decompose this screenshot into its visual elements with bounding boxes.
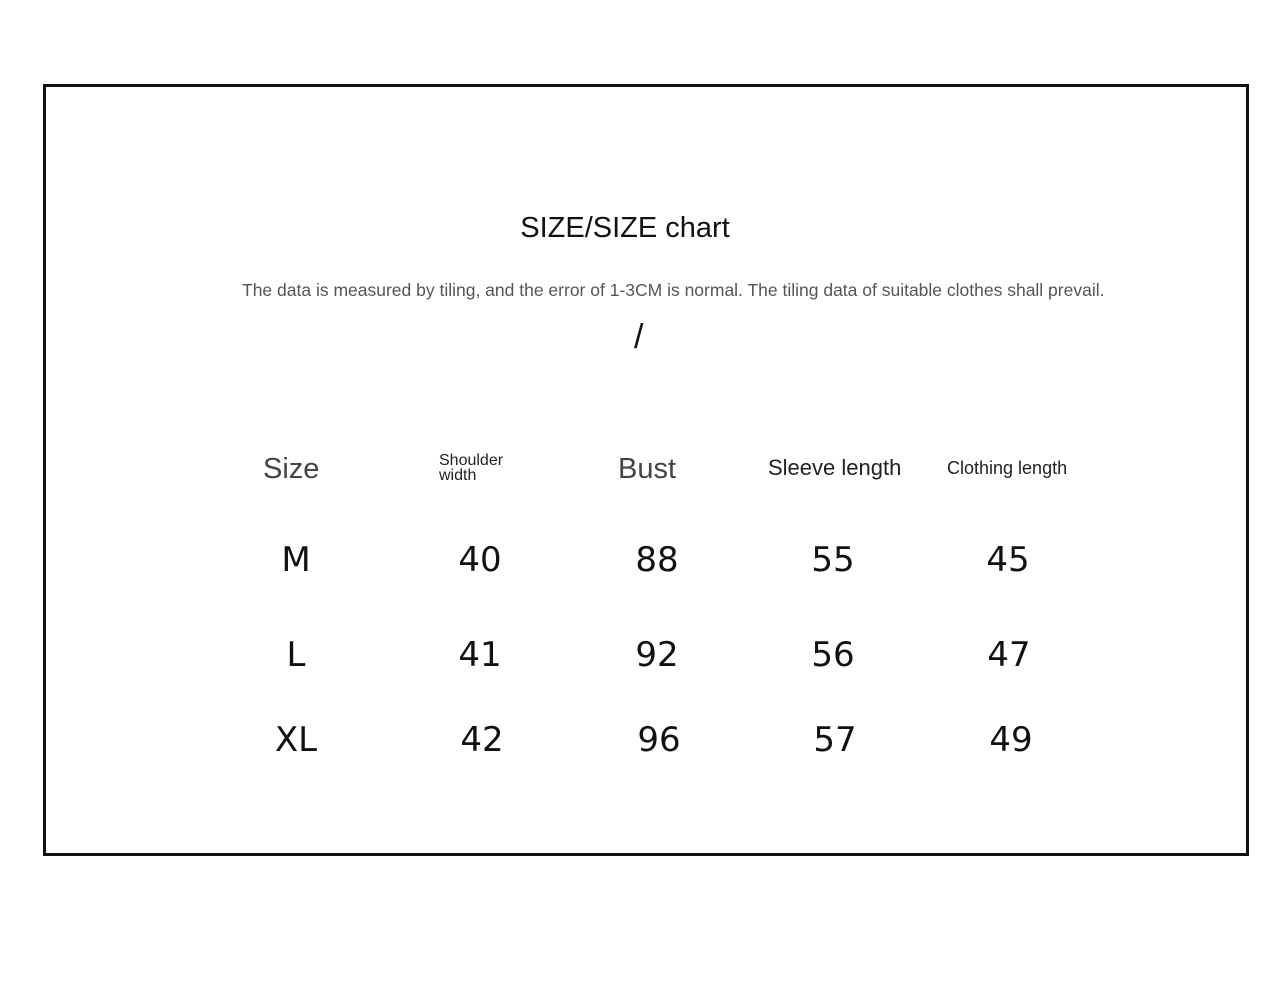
separator-slash: / <box>634 318 644 356</box>
header-size: Size <box>263 453 320 485</box>
header-bust: Bust <box>618 453 677 485</box>
header-clothing-length: Clothing length <box>947 458 1068 478</box>
table-cell-sleeve: 57 <box>813 720 857 760</box>
table-cell-bust: 96 <box>637 720 681 760</box>
chart-title: SIZE/SIZE chart <box>520 212 730 244</box>
table-cell-sleeve: 56 <box>811 635 855 675</box>
table-cell-sleeve: 55 <box>811 540 855 580</box>
table-cell-size: M <box>281 540 311 580</box>
table-cell-bust: 92 <box>635 635 679 675</box>
table-cell-clothing: 49 <box>989 720 1033 760</box>
header-sleeve-length: Sleeve length <box>768 455 902 480</box>
measurement-note: The data is measured by tiling, and the error of 1-3CM is normal. The tiling data of suitable clothes shall prevail. <box>242 280 1105 300</box>
table-cell-shoulder: 40 <box>458 540 502 580</box>
table-cell-shoulder: 42 <box>460 720 504 760</box>
table-cell-clothing: 47 <box>987 635 1031 675</box>
table-cell-size: L <box>286 635 306 675</box>
table-cell-bust: 88 <box>635 540 679 580</box>
table-cell-clothing: 45 <box>986 540 1030 580</box>
table-cell-size: XL <box>274 720 318 760</box>
header-shoulder-width: Shoulder width <box>439 452 504 484</box>
table-cell-shoulder: 41 <box>458 635 502 675</box>
